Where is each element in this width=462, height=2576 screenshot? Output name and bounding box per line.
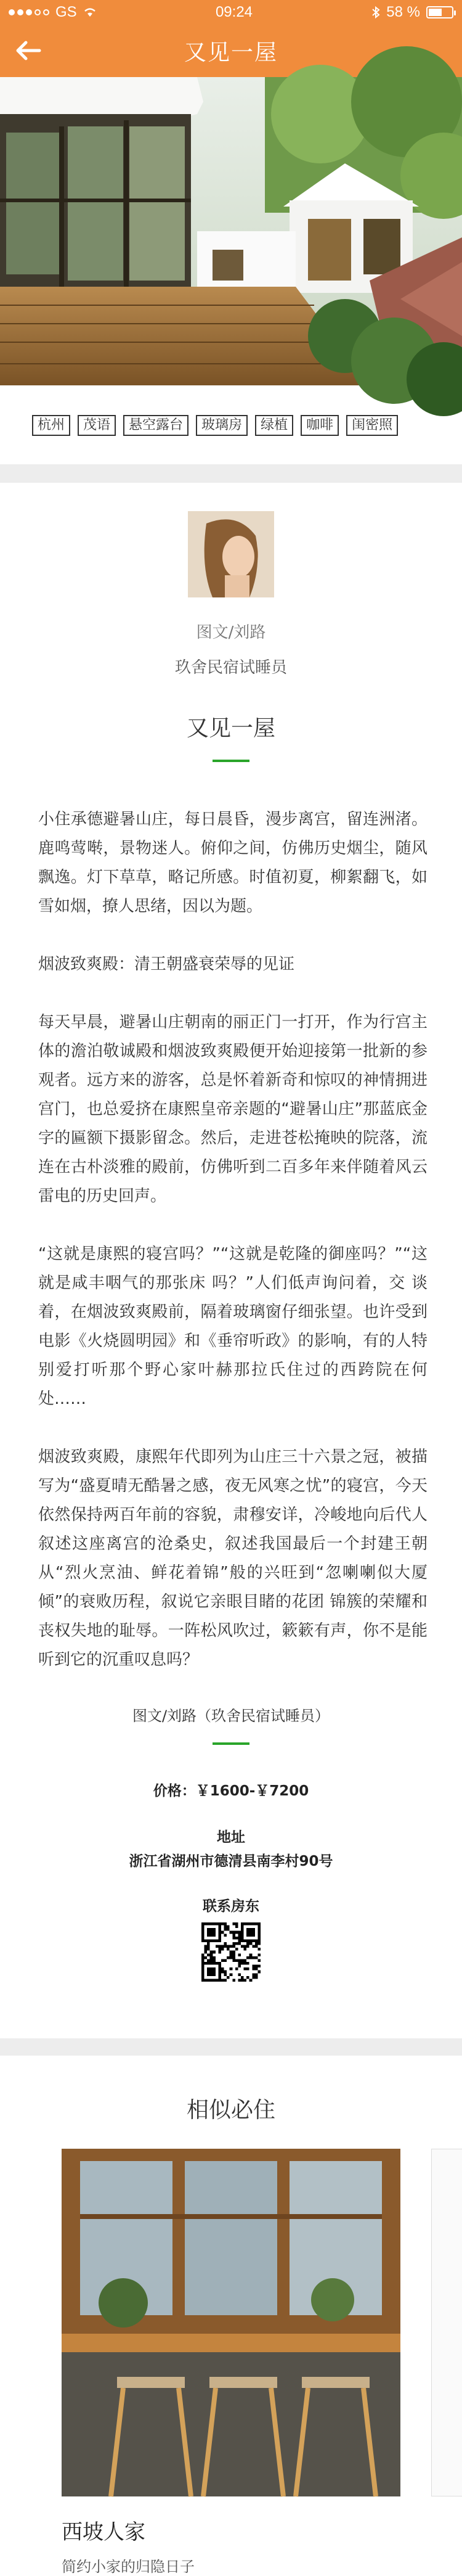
article-paragraph: 小住承德避暑山庄，每日晨昏，漫步离宫，留连洲渚。鹿鸣莺啭，景物迷人。俯仰之间，仿佛历史烟尘，随风飘逸。灯下草草，略记所感。时值初夏，柳絮翻飞，如雪如烟，撩人思绪，因以为题。 <box>38 810 428 916</box>
price-range: 价格：￥1600-￥7200 <box>153 1783 309 1799</box>
article-credit: 图文/刘路（玖舍民宿试睡员） <box>132 1707 330 1725</box>
avatar[interactable] <box>188 511 274 597</box>
next-card-preview[interactable] <box>431 2149 462 2496</box>
status-bar <box>0 0 462 25</box>
carrier-label: GS <box>55 4 77 20</box>
address-text: 浙江省湖州市德清县南李村90号 <box>129 1853 333 1869</box>
tag-item[interactable]: 闺密照 <box>346 415 398 436</box>
author-role: 玖舍民宿试睡员 <box>174 658 287 677</box>
battery-icon <box>426 6 453 18</box>
signal-icon <box>9 9 49 15</box>
address-label: 地址 <box>217 1829 245 1845</box>
listing-info <box>0 1779 462 1982</box>
similar-title: 相似必住 <box>186 2098 275 2123</box>
contact-label: 联系房东 <box>203 1898 259 1914</box>
article-title: 又见一屋 <box>186 716 275 741</box>
title-underline <box>213 760 249 762</box>
hero-photo <box>0 77 462 385</box>
status-time: 09:24 <box>215 4 253 20</box>
wifi-icon <box>83 7 97 17</box>
bluetooth-icon <box>371 6 380 18</box>
author-block <box>0 483 462 762</box>
tag-item[interactable]: 杭州 <box>32 415 70 436</box>
similar-card-name[interactable]: 西坡人家 <box>62 2520 145 2545</box>
house-photo <box>0 77 462 385</box>
article-paragraph: 烟波致爽殿：清王朝盛衰荣辱的见证 <box>38 955 295 974</box>
tag-item[interactable]: 绿植 <box>255 415 293 436</box>
author-byline: 图文/刘路 <box>196 623 266 642</box>
tag-item[interactable]: 茂语 <box>78 415 116 436</box>
article-body <box>0 762 462 1675</box>
battery-percent: 58 % <box>386 4 420 20</box>
credit-underline <box>213 1742 249 1745</box>
section-divider <box>0 2038 462 2056</box>
similar-card-image[interactable] <box>62 2149 400 2496</box>
similar-carousel <box>0 2149 462 2575</box>
qr-code-icon[interactable] <box>201 1922 261 1982</box>
page-title: 又见一屋 <box>184 39 278 65</box>
similar-card-subtitle: 简约小家的归隐日子 <box>62 2558 195 2575</box>
article-paragraph: 每天早晨，避暑山庄朝南的丽正门一打开，作为行宫主体的澹泊敬诚殿和烟波致爽殿便开始迎接第一批新的参观者。远方来的游客，总是怀着新奇和惊叹的神情拥进宫门，也总爱挤在康熙皇帝亲题的“避暑山庄”那蓝底金字的匾额下摄影留念。然后，走进苍松掩映的院落，流连在古朴淡雅的殿前，仿佛听到二百多年来伴随着风云雷电的历史回声。 <box>38 1013 428 1205</box>
tag-item[interactable]: 玻璃房 <box>196 415 248 436</box>
back-arrow-icon[interactable] <box>15 39 42 62</box>
article-paragraph: 烟波致爽殿，康熙年代即列为山庄三十六景之冠，被描写为“盛夏晴无酷暑之感，夜无风寒之忧”的寝宫，今天依然保持两百年前的容貌，肃穆安详，冷峻地向后代人叙述这座离宫的沧桑史，叙述我国最后一个封建王朝从“烈火烹油、鲜花着锦”般的兴旺到“忽喇喇似大厦倾”的衰败历程，叙说它亲眼目睹的花团 锦簇的荣耀和丧权失地的耻辱。一阵松风吹过，簌簌有声，你不是能听到它的沉重叹息吗？ <box>38 1448 428 1669</box>
tag-item[interactable]: 咖啡 <box>301 415 339 436</box>
article-paragraph: “这就是康熙的寝宫吗？”“这就是乾隆的御座吗？”“这就是咸丰咽气的那张床 吗？”人们低声询问着，交 谈着，在烟波致爽殿前，隔着玻璃窗仔细张望。也许受到电影《火烧圆明园》和《垂帘听政》的影响，有的人特别爱打听那个野心家叶赫那拉氏住过的西跨院在何处…… <box>38 1245 428 1408</box>
tag-item[interactable]: 悬空露台 <box>123 415 188 436</box>
section-divider <box>0 464 462 483</box>
